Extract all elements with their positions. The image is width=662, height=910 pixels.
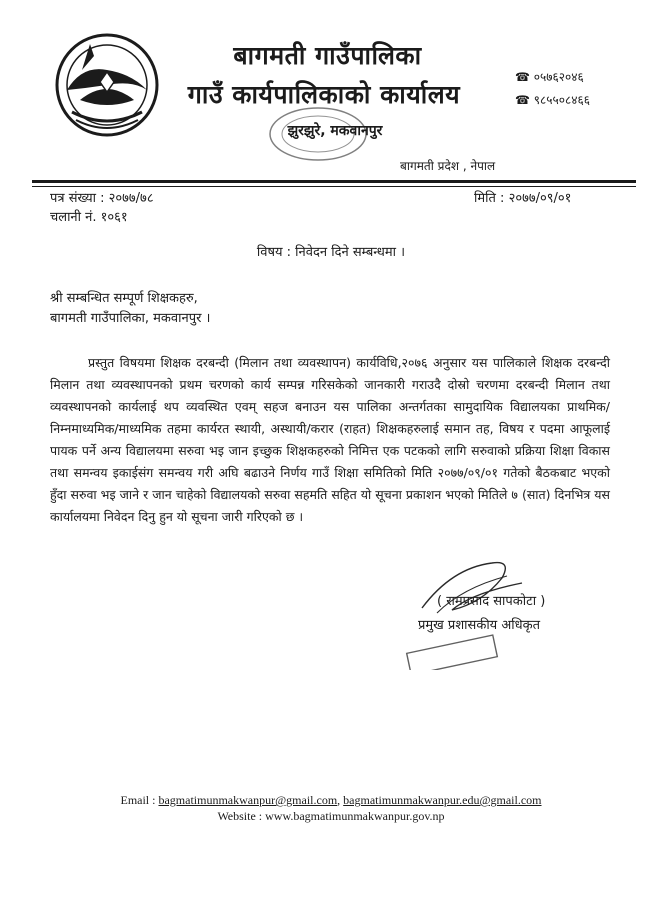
phone-number-1: ०५७६२०४६ [533,70,584,84]
recipient-line-2: बागमती गाउँपालिका, मकवानपुर । [50,311,211,326]
signatory-stamp [404,628,500,670]
org-name: बागमती गाउँपालिका [233,41,422,70]
letter-body: प्रस्तुत विषयमा शिक्षक दरबन्दी (मिलान तथा व्यवस्थापन) कार्यविधि,२०७६ अनुसार यस पालिकाले शिक्षक दरबन्दी मिलान तथा व्यवस्थापनको प्रथम चरणको कार्य सम्पन्न गरिसकेको जानकारी गराउदै दोस्रो चरणमा दरबन्दी मिलान तथा व्यवस्थापनको कार्यलाई थप व्यवस्थित एवम् सहज बनाउन यस पालिका अन्तर्गतका सामुदायिक विद्यालयका प्राथमिक/निम्नमाध्यमिक/माध्यमिक तहमा कार्यरत स्थायी, अस्थायी/करार (राहत) शिक्षकहरुलाई समान तह, विषय र पदमा आफूलाई पायक पर्ने अन्य विद्यालयमा सरुवा भइ जान इच्छुक शिक्षकहरुको निमित्त एक पटकको लागि सरुवाको प्रक्रिया शिक्षा विकास तथा समन्वय इकाईसंग समन्वय गरी अघि बढाउने निर्णय गाउँ शिक्षा समितिको मिति २०७७/०९/०१ गतेको बैठकबाट भएको हुँदा सरुवा भइ जाने र जान चाहेको विद्यालयको सरुवा सहमति सहित यो सूचना प्रकाशन भएको मितिले ७ (सात) दिनभित्र यस कार्यालयमा निवेदन दिनु हुन यो सूचना जारी गरिएको छ । [50,355,610,524]
footer-email: Email : bagmatimunmakwanpur@gmail.com, bagmatimunmakwanpur.edu@gmail.com [120,793,542,807]
footer-website [0,809,662,824]
email-link-1[interactable]: bagmatimunmakwanpur@gmail.com [158,793,338,807]
phone-number-2: ९८५५०८४६६ [533,93,590,107]
email-label: Email : [120,793,156,807]
header-divider-thin [32,186,636,187]
office-name: गाउँ कार्यपालिकाको कार्यालय [187,80,461,109]
letter-number: पत्र संख्या : २०७७/७८ [50,191,154,206]
dispatch-number: चलानी नं. १०६१ [50,210,128,225]
email-link-2[interactable]: bagmatimunmakwanpur.edu@gmail.com [343,793,542,807]
phone-line-1 [515,68,584,85]
phone-line-2 [515,91,590,108]
nepal-emblem-icon [52,30,162,140]
letter-subject: विषय : निवेदन दिने सम्बन्धमा । [256,245,406,260]
recipient-line-1: श्री सम्बन्धित सम्पूर्ण शिक्षकहरु, [50,291,198,306]
signatory-name: ( रामप्रसाद सापकोटा ) [437,594,546,609]
letter-date: मिति : २०७७/०९/०१ [474,191,572,206]
website-label: Website : [217,809,263,823]
phone-icon: ☎ [515,70,530,84]
office-location: झुरझुरे, मकवानपुर [287,123,383,139]
province-label: बागमती प्रदेश , नेपाल [400,159,496,173]
header-divider [32,180,636,183]
website-link[interactable]: www.bagmatimunmakwanpur.gov.np [265,809,445,823]
phone-icon: ☎ [515,93,530,107]
signatory-title: प्रमुख प्रशासकीय अधिकृत [418,618,541,633]
